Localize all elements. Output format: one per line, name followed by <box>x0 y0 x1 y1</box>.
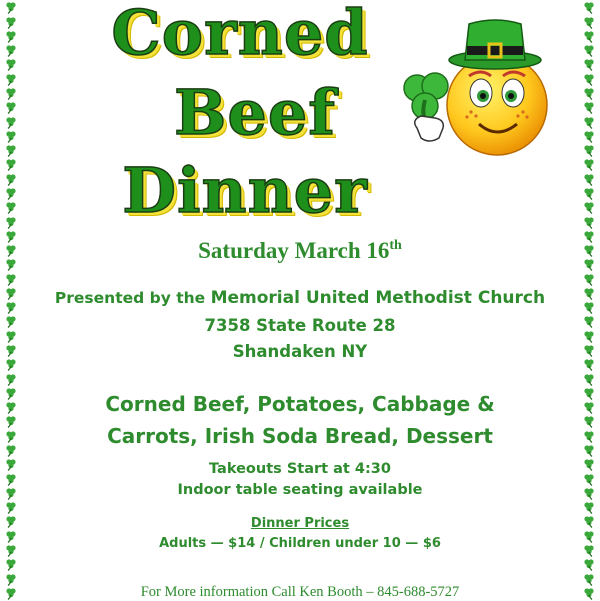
title-dinner: Dinner <box>122 154 368 227</box>
shamrock-border-icon <box>5 187 17 200</box>
shamrock-border-icon <box>583 130 595 143</box>
left-shamrock-border <box>2 0 20 600</box>
shamrock-border-icon <box>583 544 595 557</box>
shamrock-border-icon <box>583 187 595 200</box>
shamrock-border-icon <box>583 530 595 543</box>
shamrock-border-icon <box>5 30 17 43</box>
shamrock-border-icon <box>583 315 595 328</box>
shamrock-border-icon <box>583 501 595 514</box>
shamrock-border-icon <box>5 315 17 328</box>
shamrock-border-icon <box>583 330 595 343</box>
shamrock-border-icon <box>583 16 595 29</box>
shamrock-border-icon <box>583 430 595 443</box>
shamrock-border-icon <box>5 58 17 71</box>
shamrock-border-icon <box>5 573 17 586</box>
shamrock-border-icon <box>5 230 17 243</box>
shamrock-border-icon <box>5 258 17 271</box>
shamrock-border-icon <box>5 44 17 57</box>
shamrock-border-icon <box>5 1 17 14</box>
prices-details: Adults — $14 / Children under 10 — $6 <box>159 536 441 551</box>
shamrock-border-icon <box>5 201 17 214</box>
shamrock-border-icon <box>5 444 17 457</box>
shamrock-border-icon <box>583 301 595 314</box>
shamrock-border-icon <box>583 515 595 528</box>
contact-info: For More information Call Ken Booth – 845-688-5727 <box>140 584 460 600</box>
shamrock-border-icon <box>583 401 595 414</box>
shamrock-border-icon <box>583 273 595 286</box>
shamrock-border-icon <box>5 173 17 186</box>
shamrock-border-icon <box>5 273 17 286</box>
menu-line-1: Corned Beef, Potatoes, Cabbage & <box>105 392 495 416</box>
shamrock-border-icon <box>5 301 17 314</box>
shamrock-border-icon <box>583 244 595 257</box>
shamrock-border-icon <box>583 1 595 14</box>
shamrock-border-icon <box>5 530 17 543</box>
shamrock-border-icon <box>583 144 595 157</box>
shamrock-border-icon <box>583 415 595 428</box>
shamrock-border-icon <box>583 487 595 500</box>
shamrock-border-icon <box>583 587 595 600</box>
shamrock-border-icon <box>5 144 17 157</box>
shamrock-border-icon <box>5 130 17 143</box>
shamrock-border-icon <box>5 216 17 229</box>
menu-line-2: Carrots, Irish Soda Bread, Dessert <box>107 424 493 448</box>
shamrock-border-icon <box>583 87 595 100</box>
shamrock-border-icon <box>583 216 595 229</box>
shamrock-border-icon <box>583 344 595 357</box>
shamrock-border-icon <box>583 444 595 457</box>
shamrock-border-icon <box>583 30 595 43</box>
shamrock-border-icon <box>583 101 595 114</box>
shamrock-border-icon <box>5 501 17 514</box>
presenter-line: Presented by the Memorial United Methodist Church <box>54 288 546 308</box>
title-corned: Corned <box>111 0 369 69</box>
shamrock-border-icon <box>5 473 17 486</box>
shamrock-border-icon <box>583 58 595 71</box>
shamrock-border-icon <box>5 587 17 600</box>
shamrock-border-icon <box>5 358 17 371</box>
shamrock-border-icon <box>5 158 17 171</box>
shamrock-border-icon <box>583 173 595 186</box>
shamrock-border-icon <box>583 458 595 471</box>
shamrock-border-icon <box>5 244 17 257</box>
shamrock-border-icon <box>5 401 17 414</box>
takeout-start-time: Takeouts Start at 4:30 <box>209 461 391 477</box>
shamrock-border-icon <box>583 387 595 400</box>
shamrock-border-icon <box>583 201 595 214</box>
event-date: Saturday March 16th <box>198 238 402 263</box>
shamrock-border-icon <box>583 287 595 300</box>
shamrock-border-icon <box>5 544 17 557</box>
shamrock-border-icon <box>5 116 17 129</box>
shamrock-border-icon <box>583 558 595 571</box>
shamrock-border-icon <box>5 287 17 300</box>
shamrock-border-icon <box>5 101 17 114</box>
title-beef: Beef <box>174 76 336 149</box>
shamrock-border-icon <box>583 373 595 386</box>
shamrock-border-icon <box>5 487 17 500</box>
shamrock-border-icon <box>583 44 595 57</box>
shamrock-border-icon <box>5 430 17 443</box>
shamrock-border-icon <box>5 73 17 86</box>
shamrock-border-icon <box>5 16 17 29</box>
right-shamrock-border <box>580 0 598 600</box>
shamrock-border-icon <box>5 330 17 343</box>
shamrock-border-icon <box>5 344 17 357</box>
shamrock-border-icon <box>5 87 17 100</box>
shamrock-border-icon <box>583 473 595 486</box>
shamrock-border-icon <box>583 573 595 586</box>
shamrock-border-icon <box>583 73 595 86</box>
shamrock-border-icon <box>583 230 595 243</box>
seating-note: Indoor table seating available <box>177 482 423 498</box>
shamrock-border-icon <box>583 258 595 271</box>
address-line-1: 7358 State Route 28 <box>204 316 396 335</box>
shamrock-border-icon <box>5 515 17 528</box>
leprechaun-smiley-icon <box>395 8 560 158</box>
shamrock-border-icon <box>5 373 17 386</box>
shamrock-border-icon <box>583 158 595 171</box>
shamrock-border-icon <box>583 116 595 129</box>
shamrock-border-icon <box>5 458 17 471</box>
shamrock-border-icon <box>5 387 17 400</box>
prices-heading: Dinner Prices <box>250 516 350 531</box>
address-line-2: Shandaken NY <box>232 342 368 361</box>
shamrock-border-icon <box>583 358 595 371</box>
shamrock-border-icon <box>5 415 17 428</box>
shamrock-border-icon <box>5 558 17 571</box>
